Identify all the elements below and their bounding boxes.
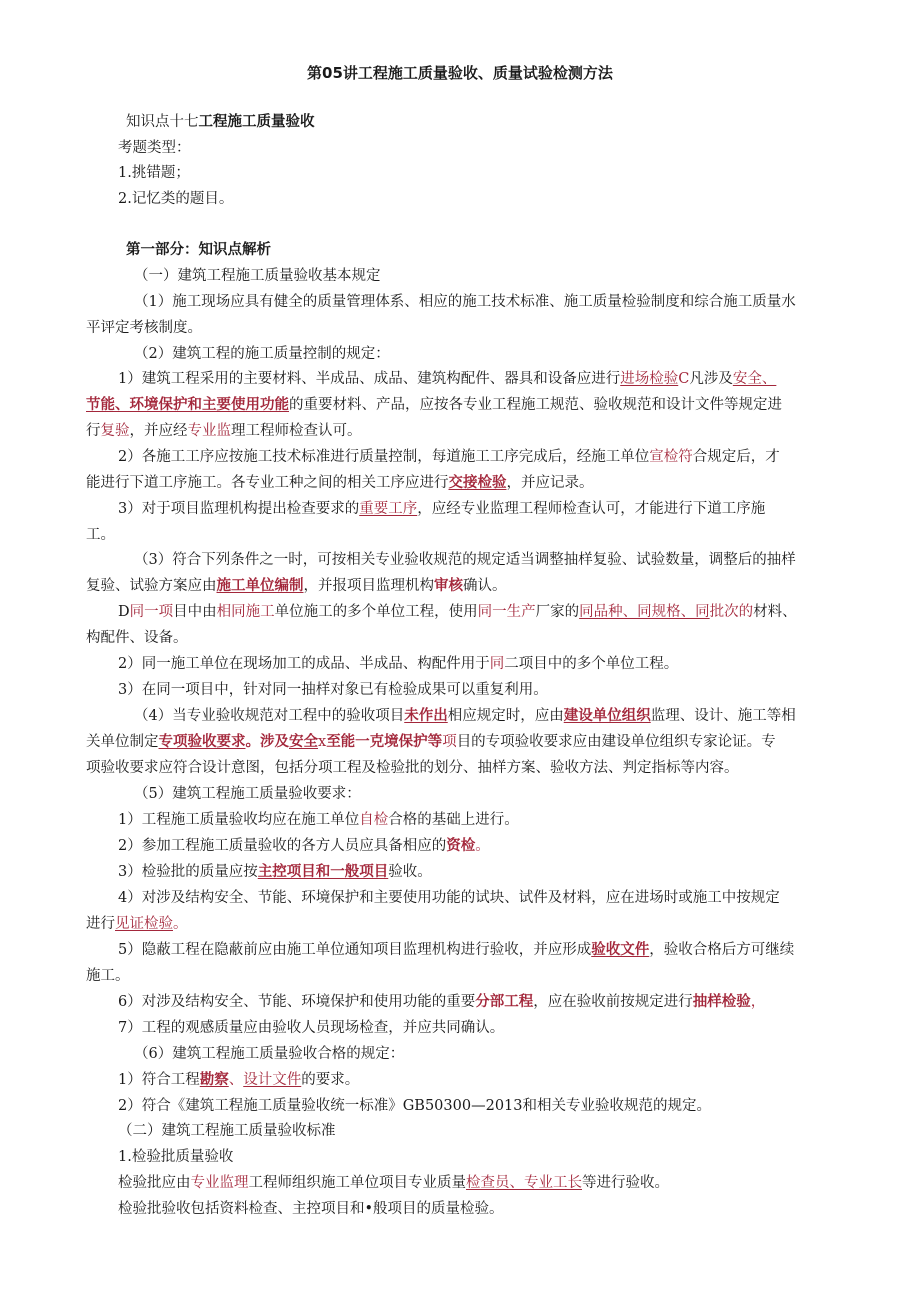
text-line <box>118 1121 336 1141</box>
text-segment: 检验批验收包括资料检查、主控项目和•般项目的质量检验。 <box>118 1201 504 1217</box>
highlighted-text: 进场检验 <box>620 371 679 387</box>
highlighted-text: 、 <box>228 1072 244 1088</box>
text-segment: 1）符合工程 <box>118 1072 200 1088</box>
text-line <box>86 421 362 441</box>
text-segment: 2.记忆类的题目。 <box>118 191 234 207</box>
text-line <box>118 1018 504 1038</box>
highlighted-text: 同品种、同规格、同 <box>579 604 710 620</box>
text-segment: 工程师组织施工单位项目专业质量 <box>248 1175 466 1191</box>
text-segment: 工程施工质量验收 <box>198 114 315 130</box>
text-segment: 1）工程施工质量验收均应在施工单位 <box>118 812 360 828</box>
text-line <box>86 576 507 596</box>
text-line <box>126 240 271 260</box>
text-line <box>118 163 190 183</box>
text-segment: （5）建筑工程施工质量验收要求： <box>134 786 361 802</box>
text-segment: 验收。 <box>388 864 432 880</box>
highlighted-text: 验收文件 <box>591 941 650 958</box>
text-segment: 厂家的 <box>535 604 580 620</box>
text-line <box>118 862 432 882</box>
text-segment: 平评定考核制度。 <box>86 320 202 336</box>
highlighted-text: 自检 <box>359 812 389 828</box>
text-line <box>86 966 130 986</box>
text-segment: 的要求。 <box>301 1072 360 1088</box>
text-segment: （一）建筑工程施工质量验收基本规定 <box>134 268 381 284</box>
text-segment: ，并应经 <box>129 423 188 439</box>
text-segment: 单位施工的多个单位工程，使用 <box>274 604 478 620</box>
text-segment: 2）各施工工序应按施工技术标准进行质量控制，每道施工工序完成后，经施工单位 <box>118 449 650 465</box>
highlighted-text: 未作出 <box>404 707 448 724</box>
text-segment: 行 <box>86 423 101 439</box>
highlighted-text: 专项验收要求 <box>158 733 246 750</box>
text-segment: 构配件、设备。 <box>86 630 188 646</box>
text-line <box>118 138 191 158</box>
text-segment: 1.挑错题； <box>118 165 190 181</box>
text-line <box>118 940 794 960</box>
text-line <box>118 602 797 622</box>
text-segment: ，验收合格后方可继续 <box>649 942 795 958</box>
text-segment: D <box>118 604 130 620</box>
text-segment: 二项目中的多个单位工程。 <box>504 656 679 672</box>
text-line <box>86 732 776 752</box>
text-segment: 目中由 <box>173 604 217 620</box>
highlighted-text: 审核 <box>434 577 463 594</box>
text-segment: 凡涉及 <box>689 371 733 387</box>
highlighted-text: 专业监理 <box>190 1175 249 1191</box>
text-line <box>86 758 739 778</box>
text-segment: 6）对涉及结构安全、节能、环境保护和使用功能的重要 <box>118 994 476 1010</box>
text-segment: 7）工程的观感质量应由验收人员现场检查，并应共同确认。 <box>118 1020 505 1036</box>
highlighted-text: ， <box>750 994 766 1010</box>
text-segment: 的重要材料、产品，应按各专业工程施工规范、验收规范和设计文件等规定进 <box>289 397 782 413</box>
text-segment: 关单位制定 <box>86 734 159 750</box>
text-segment: （二）建筑工程施工质量验收标准 <box>118 1123 336 1139</box>
text-line <box>118 1096 711 1116</box>
highlighted-text: 节能、环境保护和主要使用功能 <box>86 396 289 413</box>
highlighted-text: 宣检符 <box>649 449 693 465</box>
text-segment: 材料、 <box>753 604 797 620</box>
text-line <box>134 292 796 312</box>
highlighted-text: 批次的 <box>709 604 754 620</box>
text-segment: ，并报项目监理机构 <box>303 578 434 594</box>
text-line <box>134 1044 404 1064</box>
text-line <box>134 784 361 804</box>
text-segment: 理工程师检查认可。 <box>231 423 362 439</box>
text-segment: 第一部分：知识点解析 <box>126 242 271 258</box>
text-segment: （4）当专业验收规范对工程中的验收项目 <box>134 708 405 724</box>
text-segment: 目的专项验收要求应由建设单位组织专家论证。专 <box>456 734 776 750</box>
text-segment: （6）建筑工程施工质量验收合格的规定： <box>134 1046 405 1062</box>
highlighted-text: 勘察 <box>199 1071 229 1088</box>
text-line <box>118 1199 504 1219</box>
highlighted-text: 分部工程 <box>475 993 534 1010</box>
text-segment: 3）在同一项目中，针对同一抽样对象已有检验成果可以重复利用。 <box>118 682 548 698</box>
text-line <box>118 1147 233 1167</box>
text-segment: 2）符合《建筑工程施工质量验收统一标准》GB50300—2013和相关专业验收规范的规定。 <box>118 1098 711 1114</box>
text-segment: 5）隐蔽工程在隐蔽前应由施工单位通知项目监理机构进行验收，并应形成 <box>118 942 592 958</box>
highlighted-text: 主控项目和一般项目 <box>257 863 389 880</box>
text-segment: ，应在验收前按规定进行 <box>533 994 693 1010</box>
text-line <box>118 654 678 674</box>
text-segment: 2）同一施工单位在现场加工的成品、半成品、构配件用于 <box>118 656 490 672</box>
text-segment: 项验收要求应符合设计意图，包括分项工程及检验批的划分、抽样方案、验收方法、判定指标等内容。 <box>86 760 739 776</box>
text-line <box>134 706 796 726</box>
highlighted-text: 安全 <box>289 733 318 750</box>
highlighted-text: 设计文件 <box>243 1072 302 1088</box>
highlighted-text: 相同施工 <box>216 604 275 620</box>
highlighted-text: 至能一克境保护等 <box>326 733 443 750</box>
text-segment: （2）建筑工程的施工质量控制的规定： <box>134 346 390 362</box>
text-segment: 检验批应由 <box>118 1175 191 1191</box>
text-segment: 相应规定时，应由 <box>447 708 564 724</box>
text-segment: （1）施工现场应具有健全的质量管理体系、相应的施工技术标准、施工质量检验制度和综合施工质量水 <box>134 294 796 310</box>
text-line <box>118 836 490 856</box>
text-segment: 1）建筑工程采用的主要材料、半成品、成品、建筑构配件、器具和设备应进行 <box>118 371 621 387</box>
text-line <box>118 189 233 209</box>
highlighted-text: 抽样检验 <box>692 993 751 1010</box>
text-line <box>118 499 765 519</box>
text-line <box>86 628 188 648</box>
highlighted-text: 复验 <box>100 423 130 439</box>
text-line <box>126 112 315 132</box>
highlighted-text: x <box>318 734 327 750</box>
highlighted-text: 同一项 <box>129 604 174 620</box>
highlighted-text: 。 <box>173 916 188 932</box>
text-segment: 监理、设计、施工等相 <box>650 708 796 724</box>
text-segment: 复验、试验方案应由 <box>86 578 217 594</box>
text-segment: 合规定后，才 <box>692 449 780 465</box>
page-title: 第05讲工程施工质量验收、质量试验检测方法 <box>307 64 613 82</box>
text-segment: 能进行下道工序施工。各专业工种之间的相关工序应进行 <box>86 475 449 491</box>
text-line <box>134 344 390 364</box>
highlighted-text: 检查员、专业工长 <box>466 1175 582 1191</box>
text-segment: 考题类型： <box>118 140 191 156</box>
text-line <box>86 473 594 493</box>
highlighted-text: 重要工序 <box>359 501 418 517</box>
text-segment: ，应经专业监理工程师检查认可，才能进行下道工序施 <box>417 501 766 517</box>
text-segment: 确认。 <box>463 578 507 594</box>
highlighted-text: 资检 <box>446 837 476 854</box>
highlighted-text: 交接检验 <box>448 474 507 491</box>
text-line <box>118 810 519 830</box>
text-line <box>118 1070 359 1090</box>
text-segment: ，并应记录。 <box>506 475 594 491</box>
text-line <box>134 266 381 286</box>
text-line <box>86 914 188 934</box>
highlighted-text: 项 <box>442 734 457 750</box>
text-segment: 3）对于项目监理机构提出检查要求的 <box>118 501 360 517</box>
highlighted-text: 专业监 <box>187 423 231 439</box>
highlighted-text: 。 <box>475 838 490 854</box>
text-line <box>118 888 780 908</box>
text-line <box>118 680 548 700</box>
text-segment: 知识点十七 <box>126 114 199 130</box>
text-line <box>118 1173 669 1193</box>
highlighted-text: 同 <box>489 656 505 672</box>
highlighted-text: C <box>678 371 690 387</box>
text-line <box>86 318 202 338</box>
text-line <box>118 447 780 467</box>
text-line <box>86 395 782 415</box>
text-segment: （3）符合下列条件之一时，可按相关专业验收规范的规定适当调整抽样复验、试验数量，调整后的抽样 <box>134 552 796 568</box>
highlighted-text: 同一生产 <box>477 604 536 620</box>
text-line <box>134 550 796 570</box>
highlighted-text: 建设单位组织 <box>563 707 651 724</box>
text-segment: 2）参加工程施工质量验收的各方人员应具备相应的 <box>118 838 447 854</box>
text-segment: 4）对涉及结构安全、节能、环境保护和主要使用功能的试块、试件及材料，应在进场时或施工中按规定 <box>118 890 780 906</box>
highlighted-text: 。涉及 <box>245 733 289 750</box>
text-segment: 进行 <box>86 916 115 932</box>
text-segment: 等进行验收。 <box>582 1175 669 1191</box>
text-line <box>86 525 115 545</box>
text-line <box>118 369 776 389</box>
highlighted-text: 见证检验 <box>115 916 173 932</box>
text-segment: 合格的基础上进行。 <box>388 812 519 828</box>
text-segment: 工。 <box>86 527 115 543</box>
text-line <box>118 992 765 1012</box>
text-segment: 3）检验批的质量应按 <box>118 864 258 880</box>
highlighted-text: 安全、 <box>732 371 777 387</box>
text-segment: 施工。 <box>86 968 130 984</box>
text-segment: 1.检验批质量验收 <box>118 1149 234 1165</box>
highlighted-text: 施工单位编制 <box>216 577 304 594</box>
